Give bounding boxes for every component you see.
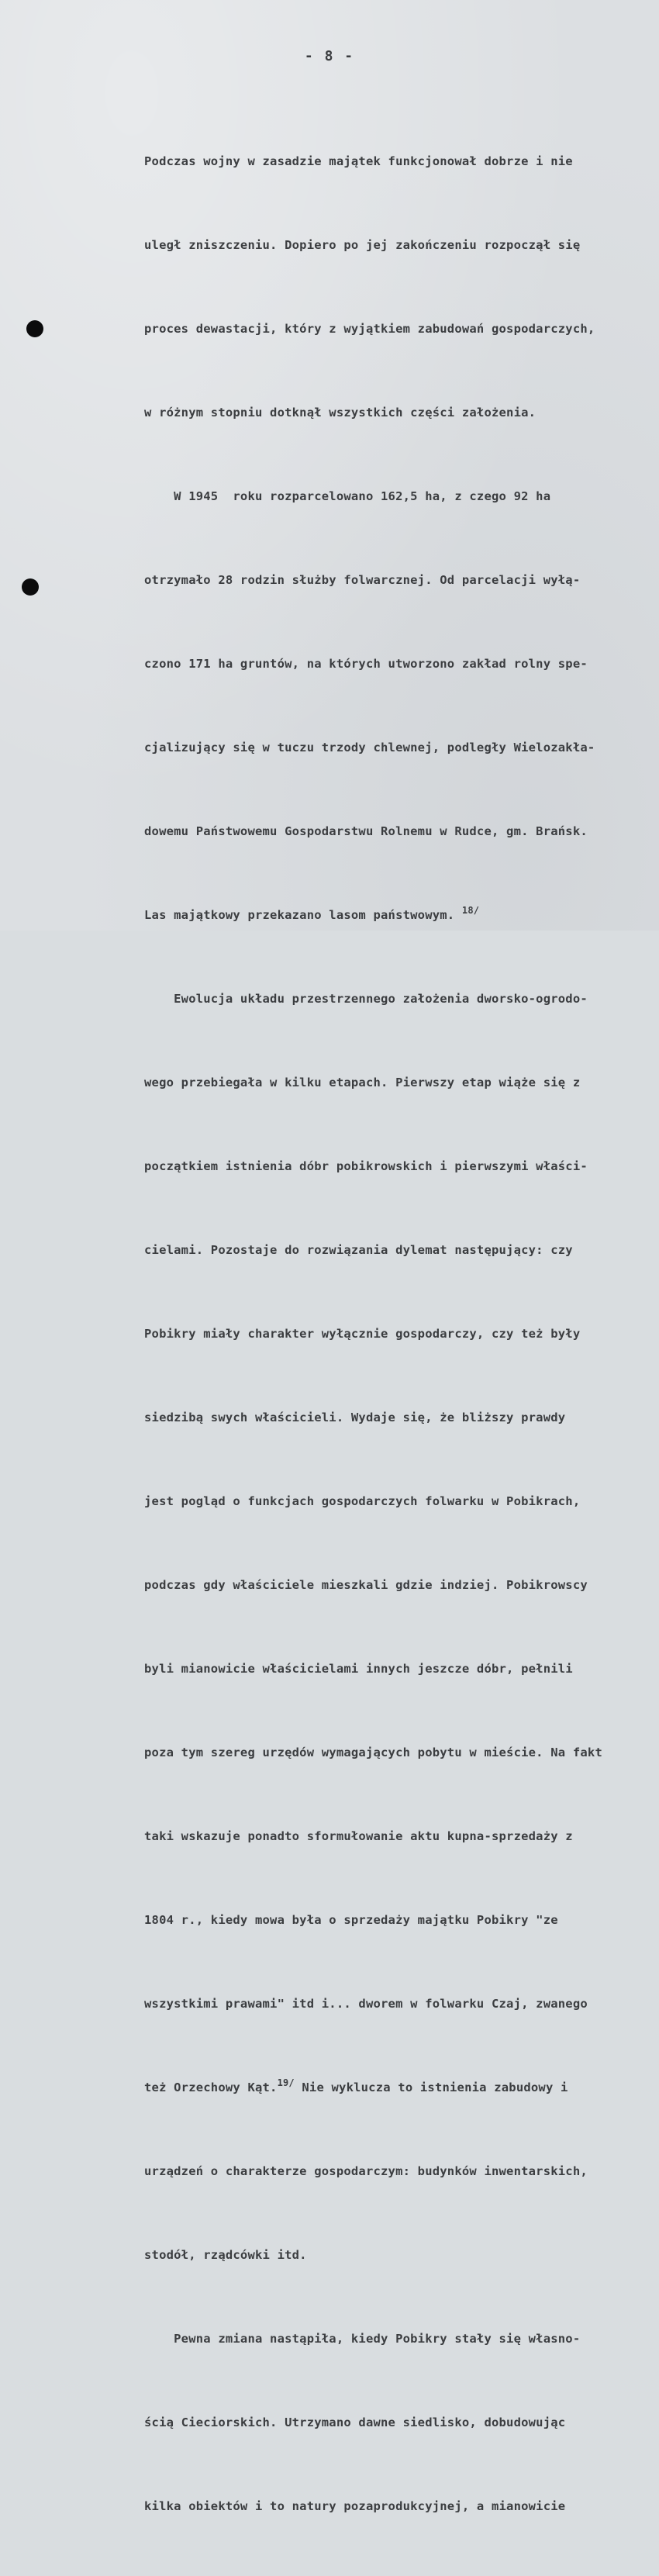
text-line: Pewna zmiana nastąpiła, kiedy Pobikry stały się własno- — [144, 2332, 581, 2346]
text-line: siedzibą swych właścicieli. Wydaje się, że bliższy prawdy — [144, 1411, 566, 1424]
text-line: urządzeń o charakterze gospodarczym: budynków inwentarskich, — [144, 2164, 588, 2178]
text-line: cjalizujący się w tuczu trzody chlewnej, podległy Wielozakła- — [144, 741, 595, 754]
text-line: podczas gdy właściciele mieszkali gdzie indziej. Pobikrowscy — [144, 1578, 588, 1592]
text-line: otrzymało 28 rodzin służby folwarcznej. Od parcelacji wyłą- — [144, 573, 581, 587]
text-line: taki wskazuje ponadto sformułowanie aktu kupna-sprzedaży z — [144, 1829, 573, 1843]
text-line: W 1945 roku rozparcelowano 162,5 ha, z czego 92 ha — [144, 489, 551, 503]
text-line: cielami. Pozostaje do rozwiązania dylemat następujący: czy — [144, 1243, 573, 1257]
text-segment: też Orzechowy Kąt. — [144, 2080, 278, 2094]
text-line-with-footnote — [144, 2074, 648, 2101]
text-line: jest pogląd o funkcjach gospodarczych folwarku w Pobikrach, — [144, 1494, 581, 1508]
punch-hole — [22, 578, 39, 596]
text-line: kilka obiektów i to natury pozaprodukcyjnej, a mianowicie — [144, 2499, 566, 2513]
text-line: w różnym stopniu dotknął wszystkich części założenia. — [144, 406, 537, 420]
footnote-ref-19: 19/ — [277, 2077, 295, 2088]
text-line-with-footnote — [144, 901, 648, 929]
text-line: poza tym szereg urzędów wymagających pobytu w mieście. Na fakt — [144, 1746, 602, 1759]
text-line: uległ zniszczeniu. Dopiero po jej zakończeniu rozpoczął się — [144, 238, 581, 252]
text-line: dowemu Państwowemu Gospodarstwu Rolnemu w Rudce, gm. Brańsk. — [144, 824, 588, 838]
text-line: ścią Cieciorskich. Utrzymano dawne siedlisko, dobudowując — [144, 2415, 566, 2429]
footnote-ref-18: 18/ — [461, 905, 480, 916]
punch-hole — [26, 320, 43, 337]
text-line: 1804 r., kiedy mowa była o sprzedaży majątku Pobikry "ze — [144, 1913, 558, 1927]
text-segment: Las majątkowy przekazano lasom państwowym. — [144, 908, 455, 922]
text-line: byli mianowicie właścicielami innych jeszcze dóbr, pełnili — [144, 1662, 573, 1676]
text-line: wszystkimi prawami" itd i... dworem w folwarku Czaj, zwanego — [144, 1997, 588, 2011]
text-line: Pobikry miały charakter wyłącznie gospodarczy, czy też były — [144, 1327, 581, 1341]
text-line: czono 171 ha gruntów, na których utworzono zakład rolny spe- — [144, 657, 588, 671]
text-line: Ewolucja układu przestrzennego założenia dworsko-ogrodo- — [144, 992, 588, 1006]
body-text — [144, 92, 648, 2576]
text-segment: Nie wyklucza to istnienia zabudowy i — [294, 2080, 568, 2094]
text-line: początkiem istnienia dóbr pobikrowskich i pierwszymi właści- — [144, 1159, 588, 1173]
text-line: Podczas wojny w zasadzie majątek funkcjonował dobrze i nie — [144, 154, 573, 168]
text-line: proces dewastacji, który z wyjątkiem zabudowań gospodarczych, — [144, 322, 595, 336]
page-number: - 8 - — [304, 48, 355, 64]
text-line: stodół, rządcówki itd. — [144, 2248, 307, 2262]
text-line: wego przebiegała w kilku etapach. Pierwszy etap wiąże się z — [144, 1076, 581, 1089]
